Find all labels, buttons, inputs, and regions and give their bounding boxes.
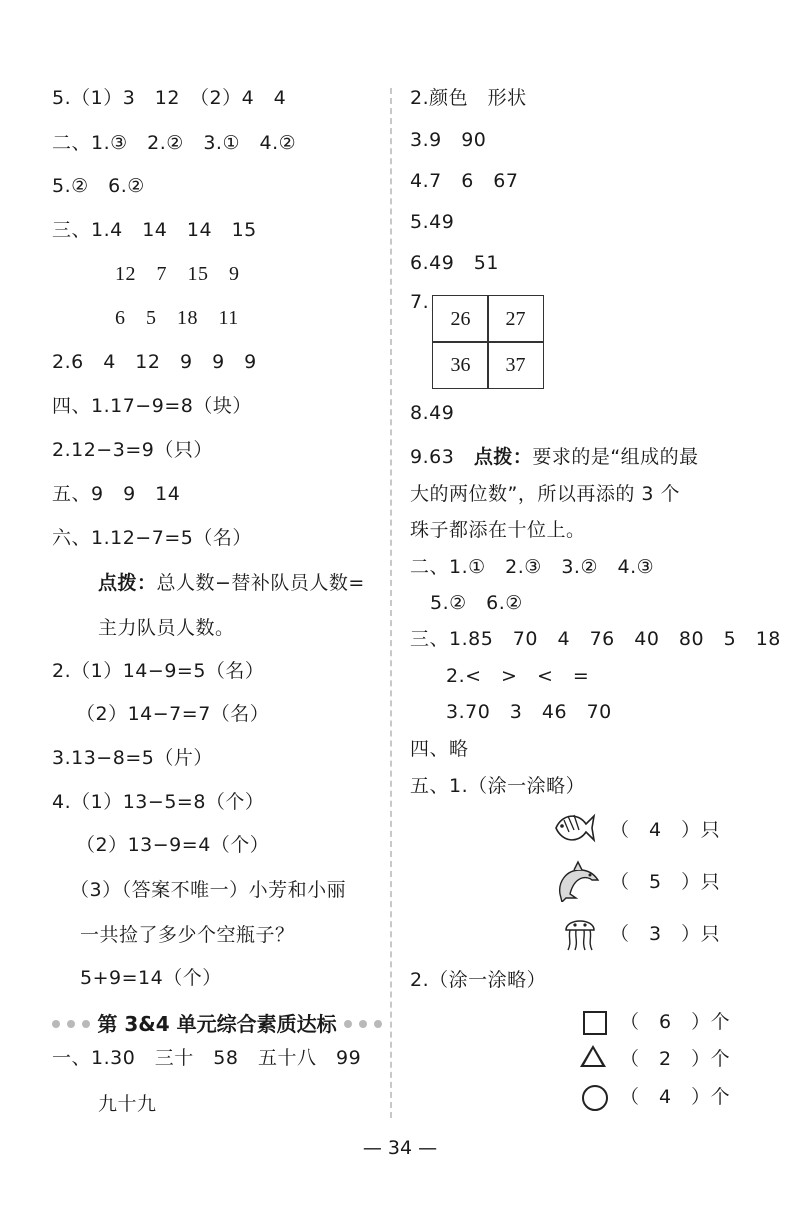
decorative-dot	[52, 1020, 60, 1028]
answer-line: 2.（涂一涂略）	[410, 969, 547, 991]
answer-line: 二、1.① 2.③ 3.② 4.③	[410, 556, 655, 578]
answer-line: 4.7 6 67	[410, 170, 519, 192]
jellyfish-icon	[562, 912, 598, 952]
decorative-dot	[344, 1020, 352, 1028]
answer-line: 一共捡了多少个空瓶子？	[80, 924, 295, 946]
answer-line: 5.② 6.②	[52, 175, 145, 197]
column-divider	[390, 88, 392, 1118]
answer-line: 六、1.12−7=5（名）	[52, 527, 252, 549]
hint-label: 点拨：	[473, 446, 533, 468]
decorative-dot	[359, 1020, 367, 1028]
hint-line: 主力队员人数。	[98, 617, 235, 639]
grid-cell: 36	[450, 354, 471, 376]
answer-line: （2）13−9=4（个）	[76, 834, 270, 856]
answer-line: 6 5 18 11	[115, 307, 239, 329]
unit-heading	[52, 1010, 382, 1038]
shape-count: （ 4 ）个	[620, 1086, 731, 1108]
page-number: — 34 —	[362, 1137, 438, 1159]
triangle-icon	[584, 1049, 602, 1065]
hint-label: 点拨：	[98, 572, 157, 594]
answer-line: 九十九	[98, 1093, 157, 1115]
answer-line: 一、1.30 三十 58 五十八 99	[52, 1047, 362, 1069]
hint-text: 总人数−替补队员人数=	[156, 572, 365, 594]
grid-cell: 26	[450, 308, 471, 330]
answer-line: 5+9=14（个）	[80, 967, 222, 989]
number-grid	[432, 295, 544, 389]
answer-line: （3）（答案不唯一）小芳和小丽	[70, 879, 347, 901]
hint-line: 珠子都添在十位上。	[410, 519, 586, 541]
answer-line: 3.70 3 46 70	[446, 701, 612, 723]
answer-line: 二、1.③ 2.② 3.① 4.②	[52, 132, 297, 154]
decorative-dot	[82, 1020, 90, 1028]
answer-line: 3.9 90	[410, 129, 487, 151]
answer-line: 四、1.17−9=8（块）	[52, 395, 252, 417]
answer-line: 8.49	[410, 402, 455, 424]
answer-line: 五、9 9 14	[52, 483, 181, 505]
answer-line: 3.13−8=5（片）	[52, 747, 213, 769]
circle-icon	[582, 1085, 608, 1111]
answer-line: 2.12−3=9（只）	[52, 439, 213, 461]
grid-cell: 37	[505, 354, 526, 376]
answer-line: 6.49 51	[410, 252, 499, 274]
answer-line: （2）14−7=7（名）	[76, 703, 270, 725]
shape-count: （ 6 ）个	[620, 1011, 731, 1033]
answer-line: 四、略	[410, 738, 469, 760]
decorative-dot	[67, 1020, 75, 1028]
animal-count: （ 5 ）只	[610, 871, 721, 893]
hint-line: 大的两位数”，所以再添的 3 个	[410, 483, 681, 505]
animal-count: （ 4 ）只	[610, 819, 721, 841]
answer-line: 5.49	[410, 211, 455, 233]
dolphin-icon	[554, 858, 600, 902]
unit-title: 第 3&4 单元综合素质达标	[97, 1012, 337, 1036]
hint-text: 要求的是“组成的最	[532, 446, 699, 468]
answer-line: 三、1.85 70 4 76 40 80 5 18	[410, 628, 781, 650]
answer-line: 2.6 4 12 9 9 9	[52, 351, 257, 373]
answer-line: 三、1.4 14 14 15	[52, 219, 257, 241]
hint-line	[98, 571, 365, 595]
animal-count: （ 3 ）只	[610, 923, 721, 945]
hint-line	[410, 445, 699, 469]
grid-cell: 27	[505, 308, 526, 330]
decorative-dot	[374, 1020, 382, 1028]
answer-line: 2.颜色 形状	[410, 87, 527, 109]
answer-prefix: 9.63	[410, 446, 474, 468]
answer-line: 五、1.（涂一涂略）	[410, 775, 586, 797]
shape-count: （ 2 ）个	[620, 1048, 731, 1070]
answer-line: 5.（1）3 12 （2）4 4	[52, 87, 287, 109]
fish-icon	[552, 808, 596, 848]
answer-line: 7.	[410, 291, 430, 313]
answer-line: 2.（1）14−9=5（名）	[52, 660, 265, 682]
answer-line: 12 7 15 9	[115, 263, 240, 285]
answer-line: 2.< > < =	[446, 665, 590, 687]
answer-line: 5.② 6.②	[430, 592, 523, 614]
square-icon	[583, 1011, 607, 1035]
answer-line: 4.（1）13−5=8（个）	[52, 791, 265, 813]
